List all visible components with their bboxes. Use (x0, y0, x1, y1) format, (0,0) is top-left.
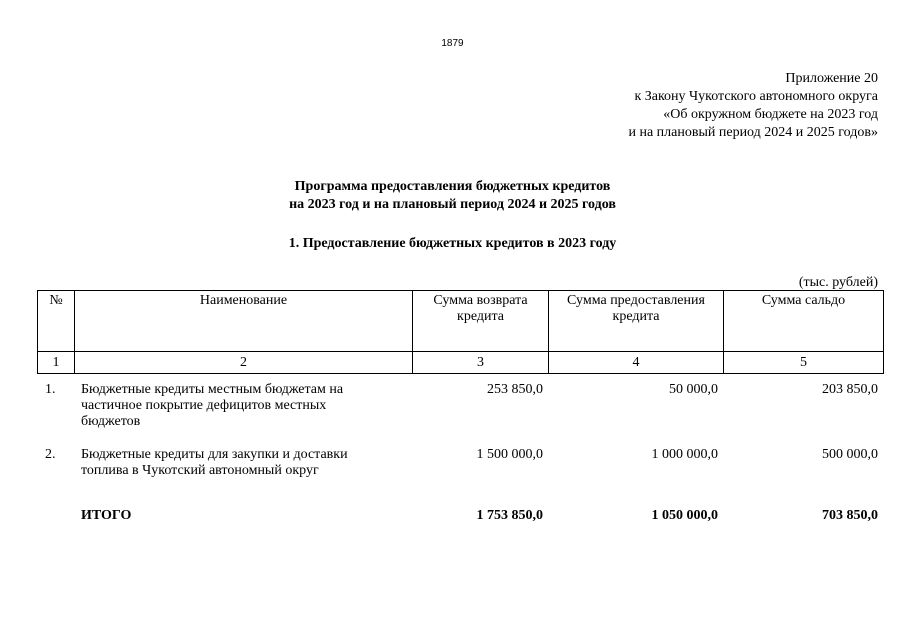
header-name: Наименование (75, 291, 413, 352)
row-repayment: 253 850,0 (487, 382, 543, 397)
document-title-line-2: на 2023 год и на плановый период 2024 и 2025 годов (289, 197, 616, 212)
row-name: Бюджетные кредиты для закупки и доставки топлива в Чукотский автономный округ (81, 447, 348, 478)
row-balance: 203 850,0 (822, 382, 878, 397)
column-numbers-row (38, 352, 884, 374)
header-number: № (38, 291, 75, 352)
column-number-1: 1 (38, 352, 75, 374)
appendix-line-4: и на плановый период 2024 и 2025 годов» (628, 125, 878, 140)
header-provision: Сумма предоставления кредита (549, 291, 724, 352)
table-header (37, 290, 884, 374)
document-title-line-1: Программа предоставления бюджетных кредитов (294, 179, 611, 194)
appendix-header (628, 70, 878, 142)
column-number-2: 2 (75, 352, 413, 374)
total-provision: 1 050 000,0 (651, 508, 718, 523)
page-number: 1879 (441, 38, 464, 49)
total-repayment: 1 753 850,0 (476, 508, 543, 523)
header-row (38, 291, 884, 352)
row-provision: 50 000,0 (669, 382, 718, 397)
row-number: 2. (45, 447, 56, 462)
row-name: Бюджетные кредиты местным бюджетам на частичное покрытие дефицитов местных бюджетов (81, 382, 344, 429)
appendix-line-3: «Об окружном бюджете на 2023 год (663, 107, 878, 122)
header-balance: Сумма сальдо (724, 291, 884, 352)
appendix-line-1: Приложение 20 (785, 71, 878, 86)
row-balance: 500 000,0 (822, 447, 878, 462)
total-balance: 703 850,0 (822, 508, 878, 523)
column-number-5: 5 (724, 352, 884, 374)
appendix-line-2: к Закону Чукотского автономного округа (634, 89, 878, 104)
header-repayment: Сумма возврата кредита (413, 291, 549, 352)
column-number-4: 4 (549, 352, 724, 374)
column-number-3: 3 (413, 352, 549, 374)
row-provision: 1 000 000,0 (651, 447, 718, 462)
row-number: 1. (45, 382, 56, 397)
total-label: ИТОГО (81, 508, 132, 523)
section-title: 1. Предоставление бюджетных кредитов в 2023 году (288, 236, 617, 251)
units-label: (тыс. рублей) (798, 275, 878, 290)
row-repayment: 1 500 000,0 (476, 447, 543, 462)
document-title (0, 178, 905, 214)
